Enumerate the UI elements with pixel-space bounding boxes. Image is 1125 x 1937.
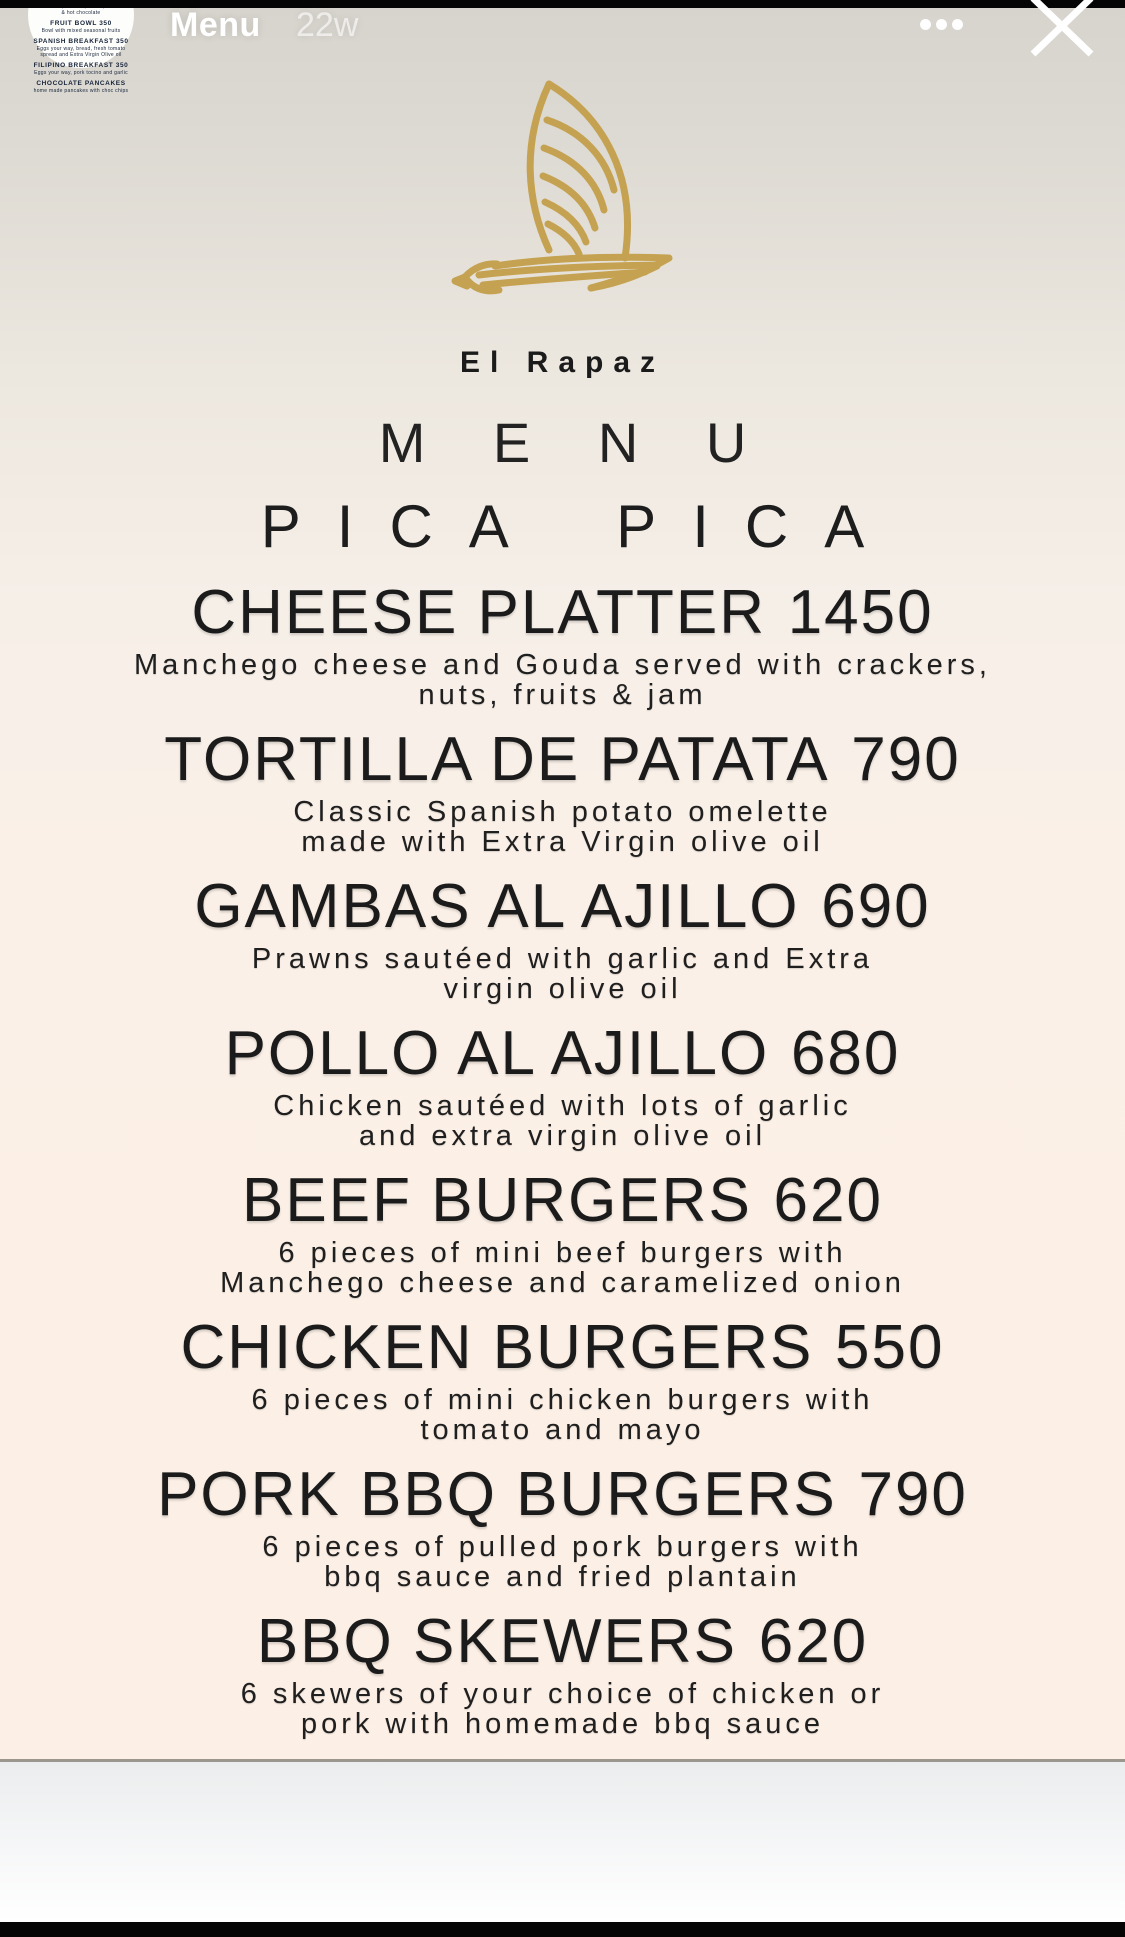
menu-item-title: [0, 1462, 1125, 1528]
menu-item-name: BBQ SKEWERS: [256, 1607, 738, 1676]
menu-heading: M E N U: [378, 411, 773, 474]
menu-item-description: 6 pieces of pulled pork burgers with bbq sauce and fried plantain: [262, 1531, 863, 1593]
menu-item-description: Classic Spanish potato omelette made with Extra Virgin olive oil: [293, 796, 832, 858]
menu-item-title: [0, 580, 1125, 646]
menu-item-description: 6 pieces of mini chicken burgers with tomato and mayo: [251, 1384, 874, 1446]
menu-item-description: Chicken sautéed with lots of garlic and extra virgin olive oil: [273, 1090, 852, 1152]
menu-item-description: 6 skewers of your choice of chicken or pork with homemade bbq sauce: [240, 1678, 885, 1740]
el-rapaz-falcon-logo-icon: [449, 78, 677, 344]
story-bottom-panel: [0, 1759, 1125, 1922]
section-heading: PICA PICA: [260, 493, 901, 560]
menu-item-description: Manchego cheese and Gouda served with crackers, nuts, fruits & jam: [134, 649, 991, 711]
menu-item: [0, 1168, 1125, 1298]
story-title: Menu: [170, 6, 261, 44]
menu-item-name: TORTILLA DE PATATA: [164, 725, 830, 794]
close-icon: [1028, 0, 1096, 58]
story-image[interactable]: [0, 8, 1125, 1922]
menu-item: [0, 874, 1125, 1004]
menu-item-price: 620: [773, 1166, 883, 1235]
menu-item-price: 620: [758, 1607, 869, 1676]
ellipsis-dot-icon: [936, 19, 947, 30]
menu-item-price: 790: [858, 1460, 968, 1529]
ellipsis-dot-icon: [920, 19, 931, 30]
menu-item-description: Prawns sautéed with garlic and Extra virgin olive oil: [251, 943, 874, 1005]
menu-item-price: 680: [790, 1019, 901, 1088]
ellipsis-dot-icon: [952, 19, 963, 30]
menu-item-price: 550: [835, 1313, 945, 1382]
story-header: [0, 0, 1125, 70]
close-button[interactable]: [1028, 0, 1096, 58]
menu-item-name: POLLO AL AJILLO: [224, 1019, 770, 1088]
menu-poster: [0, 8, 1125, 1759]
menu-item-title: [0, 1021, 1125, 1087]
more-options-button[interactable]: [920, 16, 968, 36]
brand-name: El Rapaz: [459, 346, 666, 379]
menu-item: [0, 1315, 1125, 1445]
menu-item-name: CHICKEN BURGERS: [180, 1313, 814, 1382]
menu-item: [0, 580, 1125, 710]
menu-item-name: BEEF BURGERS: [242, 1166, 752, 1235]
menu-items-list: [0, 580, 1125, 1756]
menu-item-price: 690: [821, 872, 931, 941]
story-timestamp: 22w: [296, 6, 359, 44]
menu-item: [0, 1609, 1125, 1739]
menu-item-title: [0, 1168, 1125, 1234]
menu-item: [0, 1462, 1125, 1592]
menu-item-name: PORK BBQ BURGERS: [157, 1460, 837, 1529]
menu-item-title: [0, 1315, 1125, 1381]
avatar-menu-thumbnail: & hot chocolate FRUIT BOWL 350 Bowl with mixed seasonal fruits SPANISH BREAKFAST 350 Eggs your way, bread, fresh tomato spread and Extra Virgin Olive oil FILIPINO BREAKFAST 350 Eggs your way, pork tocino and garlic CHOCOLATE PANCAKES home made pancakes with choc chips: [33, 10, 129, 94]
menu-item: [0, 1021, 1125, 1151]
menu-item-title: [0, 874, 1125, 940]
menu-item: [0, 727, 1125, 857]
menu-item-title: [0, 727, 1125, 793]
menu-item-name: GAMBAS AL AJILLO: [194, 872, 800, 941]
menu-item-name: CHEESE PLATTER: [191, 578, 767, 647]
menu-item-description: 6 pieces of mini beef burgers with Manchego cheese and caramelized onion: [220, 1237, 905, 1299]
menu-item-price: 1450: [787, 578, 934, 647]
menu-item-title: [0, 1609, 1125, 1675]
menu-item-price: 790: [851, 725, 961, 794]
